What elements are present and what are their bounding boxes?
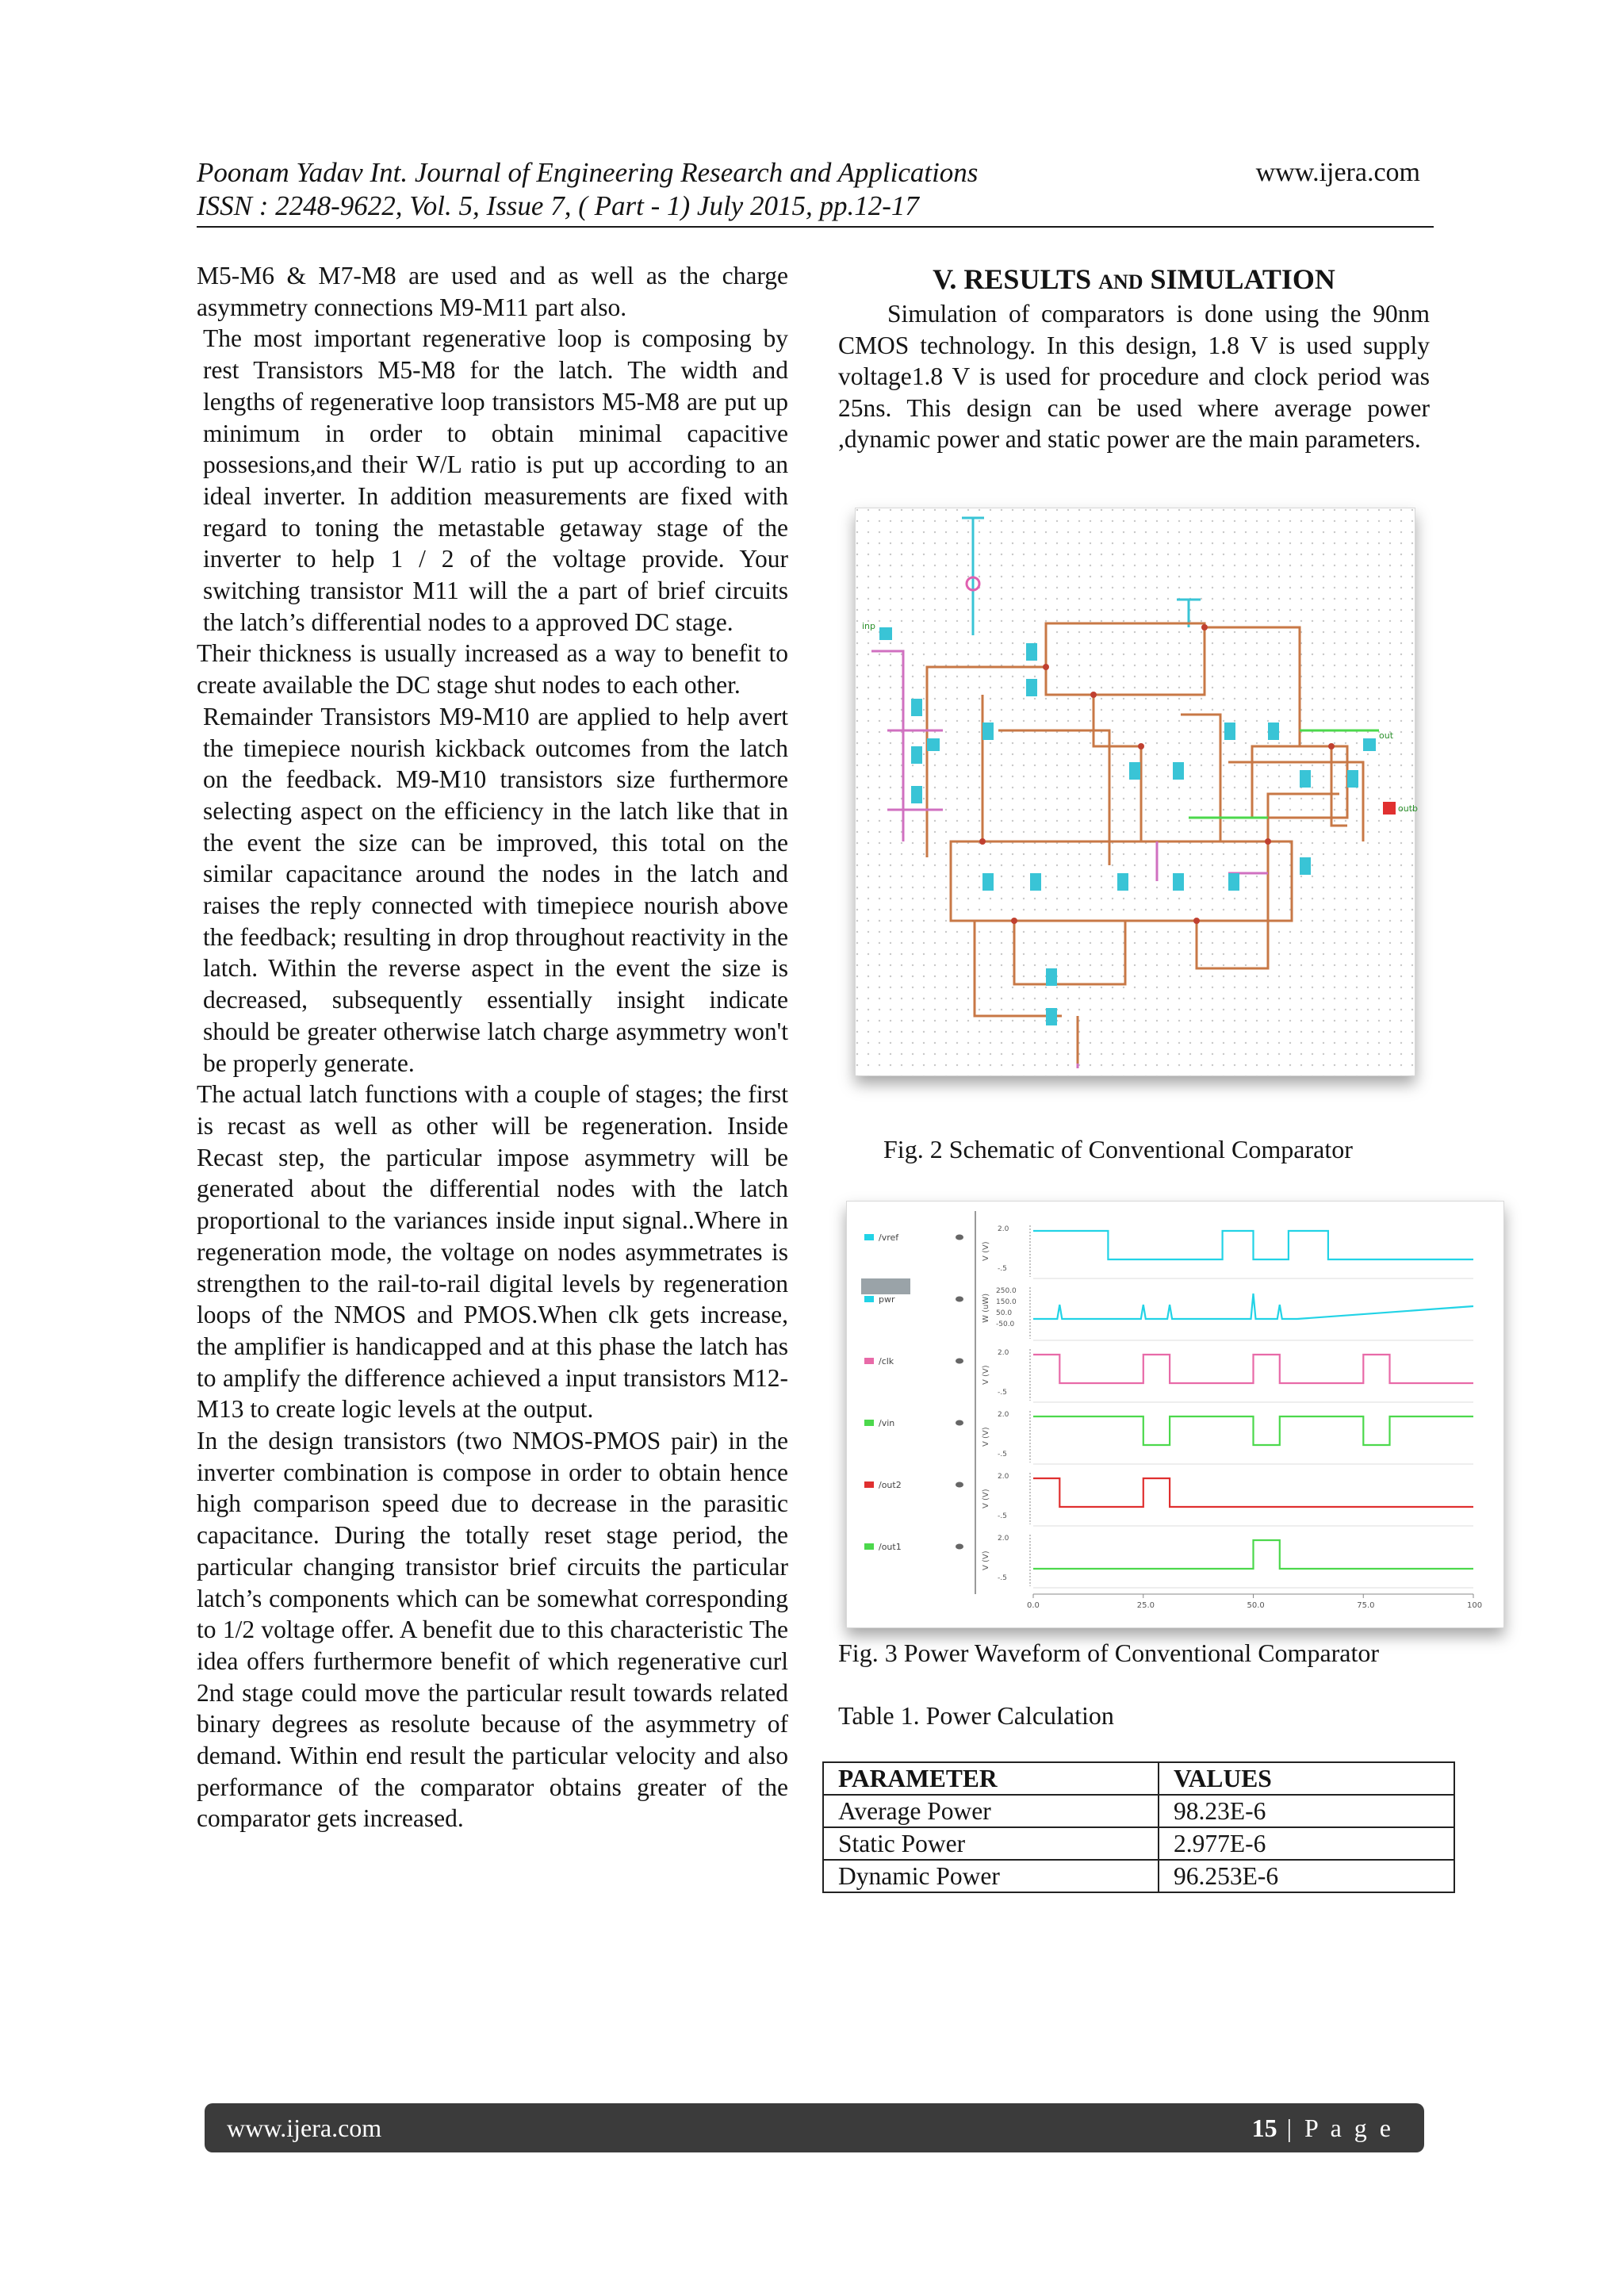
y-tick-label: -.5: [998, 1265, 1007, 1273]
x-tick-label: 50.0: [1247, 1601, 1265, 1610]
paragraph-6: In the design transistors (two NMOS-PMOS pair) in the inverter combination is compose in order to obtain hence high comparison speed due to decrease in the parasitic capacitance. During the totally reset stage period, the particular changing transistor brief circuits the particular latch’s components which can be somewhat corresponding to 1/2 voltage offer. A benefit due to this characteristic The idea offers furthermore benefit of which regenerative curl 2nd stage could move the particular result towards related binary degrees as resolute because of the asymmetry of demand. Within end result the particular velocity and also performance of the comparator obtains greater of the comparator gets increased.: [197, 1427, 788, 1833]
paragraph-2: The most important regenerative loop is composing by rest Transistors M5-M8 for the latch. The width and lengths of regenerative loop transistors M5-M8 are put up minimum in order to obtain minimal capacitive possesions,and their W/L ratio is put up according to an ideal inverter. In addition measurements are fixed with regard to toning the metastable getaway stage of the inverter to help 1 / 2 of the voltage provide. Your switching transistor M11 will the a part of brief circuits the latch’s differential nodes to a approved DC stage.: [203, 324, 788, 636]
page-footer: [205, 2103, 1424, 2152]
waveform-figure: [846, 1201, 1504, 1628]
table-header-values: VALUES: [1159, 1762, 1454, 1795]
y-axis-unit-label: V (V): [982, 1365, 990, 1385]
table-cell: Static Power: [823, 1827, 1159, 1860]
y-tick-label: -.5: [998, 1389, 1007, 1397]
signal-color-swatch: [864, 1481, 874, 1488]
figure-2-caption: Fig. 2 Schematic of Conventional Comparator: [883, 1135, 1353, 1163]
table-cell: 96.253E-6: [1159, 1860, 1454, 1892]
page-number-value: 15: [1251, 2114, 1277, 2142]
eye-icon: [956, 1544, 963, 1550]
schematic-figure: [855, 508, 1418, 1076]
section-title-part2: SIMULATION: [1143, 263, 1335, 295]
signal-name-label: /vref: [879, 1232, 899, 1243]
section-title-small: AND: [1098, 270, 1143, 293]
schematic-label-out: out: [1379, 730, 1394, 741]
paragraph-5: The actual latch functions with a couple of stages; the first is recast as well as other will be regeneration. Inside Recast step, the particular impose asymmetry will be generated about the differential nodes with the latch proportional to the variances inside input signal..Where in regeneration mode, the voltage on nodes asymmetrates is strengthen to the rail-to-rail digital levels by regeneration loops of the NMOS and PMOS.When clk gets increase, the amplifier is handicapped and at this phase the latch has to amplify the difference achieved a input transistors M12-M13 to create logic levels at the output.: [197, 1080, 788, 1424]
x-tick-label: 0.0: [1027, 1601, 1040, 1610]
y-axis-unit-label: V (V): [982, 1427, 990, 1447]
table-header-row: [823, 1762, 1454, 1795]
table-row: [823, 1795, 1454, 1827]
footer-url[interactable]: www.ijera.com: [227, 2114, 382, 2142]
paragraph-3: Their thickness is usually increased as a way to benefit to create available the DC stage shut nodes to each other.: [197, 639, 788, 700]
schematic-label-inp: inp: [862, 621, 876, 631]
y-tick-label: 150.0: [996, 1298, 1017, 1306]
header-rule: [197, 226, 1434, 228]
eye-icon: [956, 1482, 963, 1488]
table-cell: Dynamic Power: [823, 1860, 1159, 1892]
signal-name-label: /out1: [879, 1542, 902, 1552]
table-row: [823, 1860, 1454, 1892]
section-title-part1: V. RESULTS: [933, 263, 1099, 295]
eye-icon: [956, 1235, 963, 1240]
table-row: [823, 1827, 1454, 1860]
table-cell: 2.977E-6: [1159, 1827, 1454, 1860]
table-cell: Average Power: [823, 1795, 1159, 1827]
y-tick-label: 2.0: [998, 1349, 1009, 1357]
signal-color-swatch: [864, 1234, 874, 1240]
schematic-diagram: [856, 508, 1418, 1075]
y-tick-label: 2.0: [998, 1411, 1009, 1419]
signal-name-label: /vin: [879, 1418, 895, 1428]
y-tick-label: -.5: [998, 1451, 1007, 1458]
journal-header-line2: ISSN : 2248-9622, Vol. 5, Issue 7, ( Part - 1) July 2015, pp.12-17: [197, 190, 919, 221]
left-column: [197, 260, 788, 1834]
x-tick-label: 25.0: [1136, 1601, 1155, 1610]
signal-color-swatch: [864, 1296, 874, 1302]
figure-3-caption: Fig. 3 Power Waveform of Conventional Comparator: [838, 1639, 1380, 1667]
table-title: Table 1. Power Calculation: [838, 1701, 1114, 1730]
signal-color-swatch: [864, 1543, 874, 1550]
table-cell: 98.23E-6: [1159, 1795, 1454, 1827]
x-tick-label: 75.0: [1357, 1601, 1375, 1610]
y-tick-label: -.5: [998, 1574, 1007, 1582]
y-tick-label: 2.0: [998, 1535, 1009, 1543]
eye-icon: [956, 1297, 963, 1302]
page-number: [1252, 2103, 1394, 2152]
y-axis-unit-label: V (V): [982, 1550, 990, 1570]
table-header-parameter: PARAMETER: [823, 1762, 1159, 1795]
y-tick-label: 2.0: [998, 1473, 1009, 1481]
plot-background: [847, 1202, 1503, 1627]
signal-name-label: /clk: [879, 1356, 894, 1366]
y-tick-label: 250.0: [996, 1287, 1017, 1295]
power-table: [822, 1761, 1455, 1893]
section-title: [838, 262, 1430, 300]
y-axis-unit-label: V (V): [982, 1489, 990, 1508]
eye-icon: [956, 1420, 963, 1426]
paragraph-4: Remainder Transistors M9-M10 are applied to help avert the timepiece nourish kickback outcomes from the latch on the feedback. M9-M10 transistors size furthermore selecting aspect on the efficiency in the latch like that in the event the size can be improved, this total on the similar capacitance around the nodes in the latch and raises the reply connected with timepiece nourish above the feedback; resulting in drop throughout reactivity in the latch. Within the reverse aspect in the event the size is decreased, subsequently essentially insight indicate should be greater otherwise latch charge asymmetry won't be properly generate.: [203, 702, 788, 1077]
y-axis-unit-label: V (V): [982, 1241, 990, 1261]
signal-color-swatch: [864, 1358, 874, 1364]
page-suffix: | P a g e: [1277, 2114, 1394, 2142]
y-tick-label: 2.0: [998, 1225, 1009, 1233]
signal-name-label: /out2: [879, 1480, 902, 1490]
waveform-plot: [847, 1202, 1503, 1627]
paragraph-1: M5-M6 & M7-M8 are used and as well as the charge asymmetry connections M9-M11 part also.: [197, 262, 788, 321]
schematic-label-outb: outb: [1398, 803, 1418, 814]
eye-icon: [956, 1359, 963, 1364]
header-url[interactable]: www.ijera.com: [1255, 158, 1420, 187]
results-paragraph: Simulation of comparators is done using the 90nm CMOS technology. In this design, 1.8 V is used supply voltage1.8 V is used for procedure and clock period was 25ns. This design can be used where average power ,dynamic power and static power are the main parameters.: [838, 300, 1430, 454]
signal-color-swatch: [864, 1420, 874, 1426]
signal-name-label: pwr: [879, 1294, 895, 1305]
y-axis-unit-label: W (uW): [982, 1293, 990, 1323]
y-tick-label: -50.0: [996, 1320, 1015, 1328]
x-tick-label: 100: [1467, 1601, 1483, 1610]
selected-signal-highlight: [861, 1278, 910, 1294]
y-tick-label: -.5: [998, 1512, 1007, 1520]
journal-header-line1: Poonam Yadav Int. Journal of Engineering Research and Applications: [197, 157, 979, 188]
y-tick-label: 50.0: [996, 1309, 1013, 1317]
